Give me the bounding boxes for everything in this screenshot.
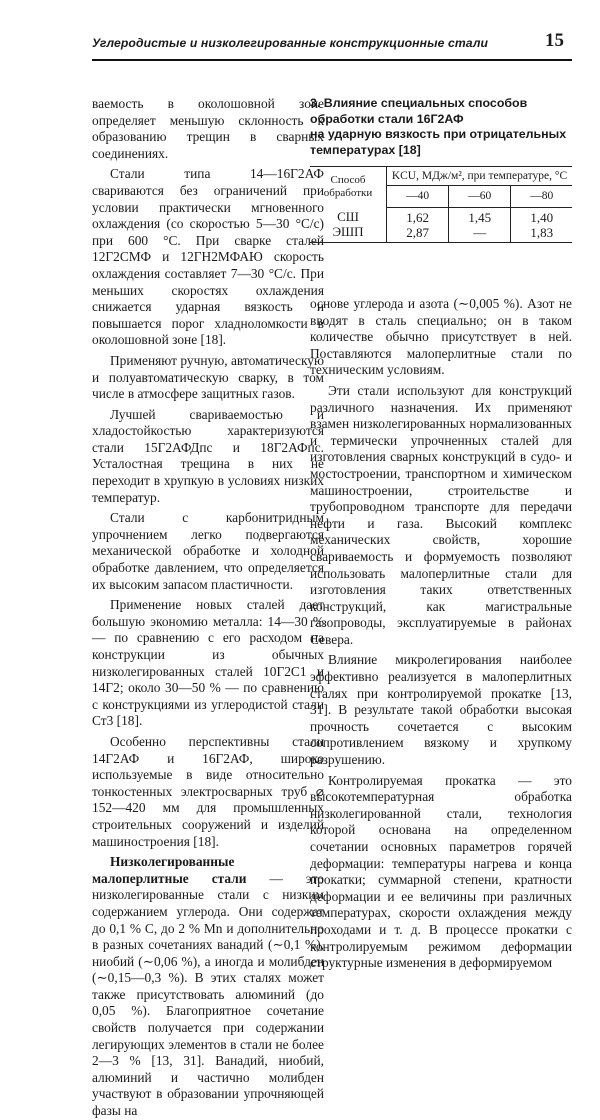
header-kcu: KCU, МДж/м², при температуре, °C: [387, 167, 573, 186]
value-cell: [511, 207, 572, 242]
paragraph: Стали типа 14—16Г2АФ свариваются без ограничений при условии практически мгновенного охлаждения (со скоростью 5—30 °C/c) при 600 °C. При сварке сталей 12Г2СМФ и 12ГН2МФАЮ скорость охлаждения составляет 7—30 °C/c. При меньших скоростях охлаждения снижается ударная вязкость и повышается порог хладноломкости в околошовной зоне [18].: [92, 166, 324, 348]
value-cell: [449, 207, 511, 242]
method-name: ЭШП: [332, 224, 364, 240]
impact-toughness-table: [310, 166, 572, 243]
paragraph: Применяют ручную, автоматическую и полуавтоматическую сварку, в том числе в атмосфере защитных газов.: [92, 352, 324, 402]
term-heading: Низколегированные малоперлитные стали: [92, 854, 247, 886]
header-method: Способ обработки: [310, 167, 387, 208]
value: 1,83: [530, 224, 554, 240]
value: 1,62: [406, 209, 429, 225]
left-column: [92, 96, 324, 1120]
value: 1,40: [530, 209, 554, 225]
paragraph: Лучшей свариваемостью и хладостойкостью характеризуются стали 15Г2АФДпс и 18Г2АФпс. Усталостная трещина в них не переходит в хрупкую в условиях низких температур.: [92, 406, 324, 505]
header-rule: [92, 59, 572, 61]
value: 1,45: [468, 209, 492, 225]
header-temp: —60: [449, 186, 511, 208]
running-title: Углеродистые и низколегированные конструкционные стали: [92, 36, 489, 50]
method-name: СШ: [337, 209, 359, 225]
paragraph: Стали с карбонитридным упрочнением легко подвергаются механической обработке и холодной обработке давлением, что определяется их высоким запасом пластичности.: [92, 510, 324, 592]
table-block: [310, 96, 572, 243]
value: 2,87: [406, 224, 429, 240]
paragraph: Влияние микролегирования наиболее эффективно реализуется в малоперлитных сталях при контролируемой прокатке [13, 31]. В результате такой обработки высокая прочность сочетается с высоким сопротивлением вязкому и хрупкому разрушению.: [310, 652, 572, 768]
value-cell: [387, 207, 449, 242]
header-temp: —40: [387, 186, 449, 208]
paragraph: [92, 854, 324, 1120]
paragraph: Эти стали используют для конструкций различного назначения. Их применяют взамен низколегированных нормализованных и термически упрочненных сталей для изготовления сварных конструкций в судо- и мостостроении, транспортном и химическом машиностроении, строительстве и трубопроводном транспорте для передачи нефти и газа. Высокий комплекс механических свойств, хорошие свариваемость и формуемость позволяют использовать малоперлитные стали для изготовления таких ответственных конструкций, как магистральные газопроводы, эксплуатируемые в районах Севера.: [310, 382, 572, 647]
paragraph: Особенно перспективны стали 14Г2АФ и 16Г2АФ, широко используемые в виде относительно тонкостенных электросварных труб ⌀ 152—420 мм для промышленных строительных сооружений и изделий машиностроения [18].: [92, 733, 324, 849]
table-title-line: на ударную вязкость при отрицательных температурах [18]: [310, 127, 567, 157]
header-temp: —80: [511, 186, 572, 208]
value: —: [473, 224, 487, 240]
page-number: 15: [545, 30, 564, 51]
table-title: [310, 96, 572, 158]
paragraph: Контролируемая прокатка — это высокотемпературная обработка низколегированной стали, технология которой основана на определенном сочетании основных параметров горячей деформации: температуры нагрева и конца прокатки; суммарной степени, кратности деформации и ее величины при различных температурах, скорости охлаждения между проходами и т. д. В процессе прокатки с контролируемым режимом деформации структурные изменения в деформируемом: [310, 772, 572, 971]
paragraph: ваемость в околошовной зоне определяет меньшую склонность к образованию трещин в сварных соединениях.: [92, 96, 324, 161]
method-cell: [310, 207, 387, 242]
table-title-line: 3. Влияние специальных способов обработки стали 16Г2АФ: [310, 96, 528, 126]
paragraph-text: — это низколегированные стали с низким содержанием углерода. Они содержат до 0,1 % C, до 2 % Mn и дополнительно в разных сочетаниях ванадий (∼0,1 %), ниобий (∼0,06 %), а иногда и молибден (∼0,15—0,3 %). В этих сталях может также присутствовать алюминий (до 0,05 %). Благоприятное сочетание свойств получается при содержании легирующих элементов в стали не более 2—3 % [13, 31]. Ванадий, ниобий, алюминий и частично молибден участвуют в образовании упрочняющей фазы на: [92, 870, 324, 1119]
paragraph: основе углерода и азота (∼0,005 %). Азот не вводят в сталь специально; он в таком количестве обычно присутствует в ней. Поставляются малоперлитные стали по техническим условиям.: [310, 296, 572, 378]
paragraph: Применение новых сталей дает большую экономию металла: 14—30 % — по сравнению с его расходом на конструкции из обычных низколегированных сталей 10Г2С1 и 14Г2; около 30—50 % — по сравнению с конструкциями из углеродистой стали Ст3 [18].: [92, 597, 324, 729]
right-column: [310, 296, 572, 972]
